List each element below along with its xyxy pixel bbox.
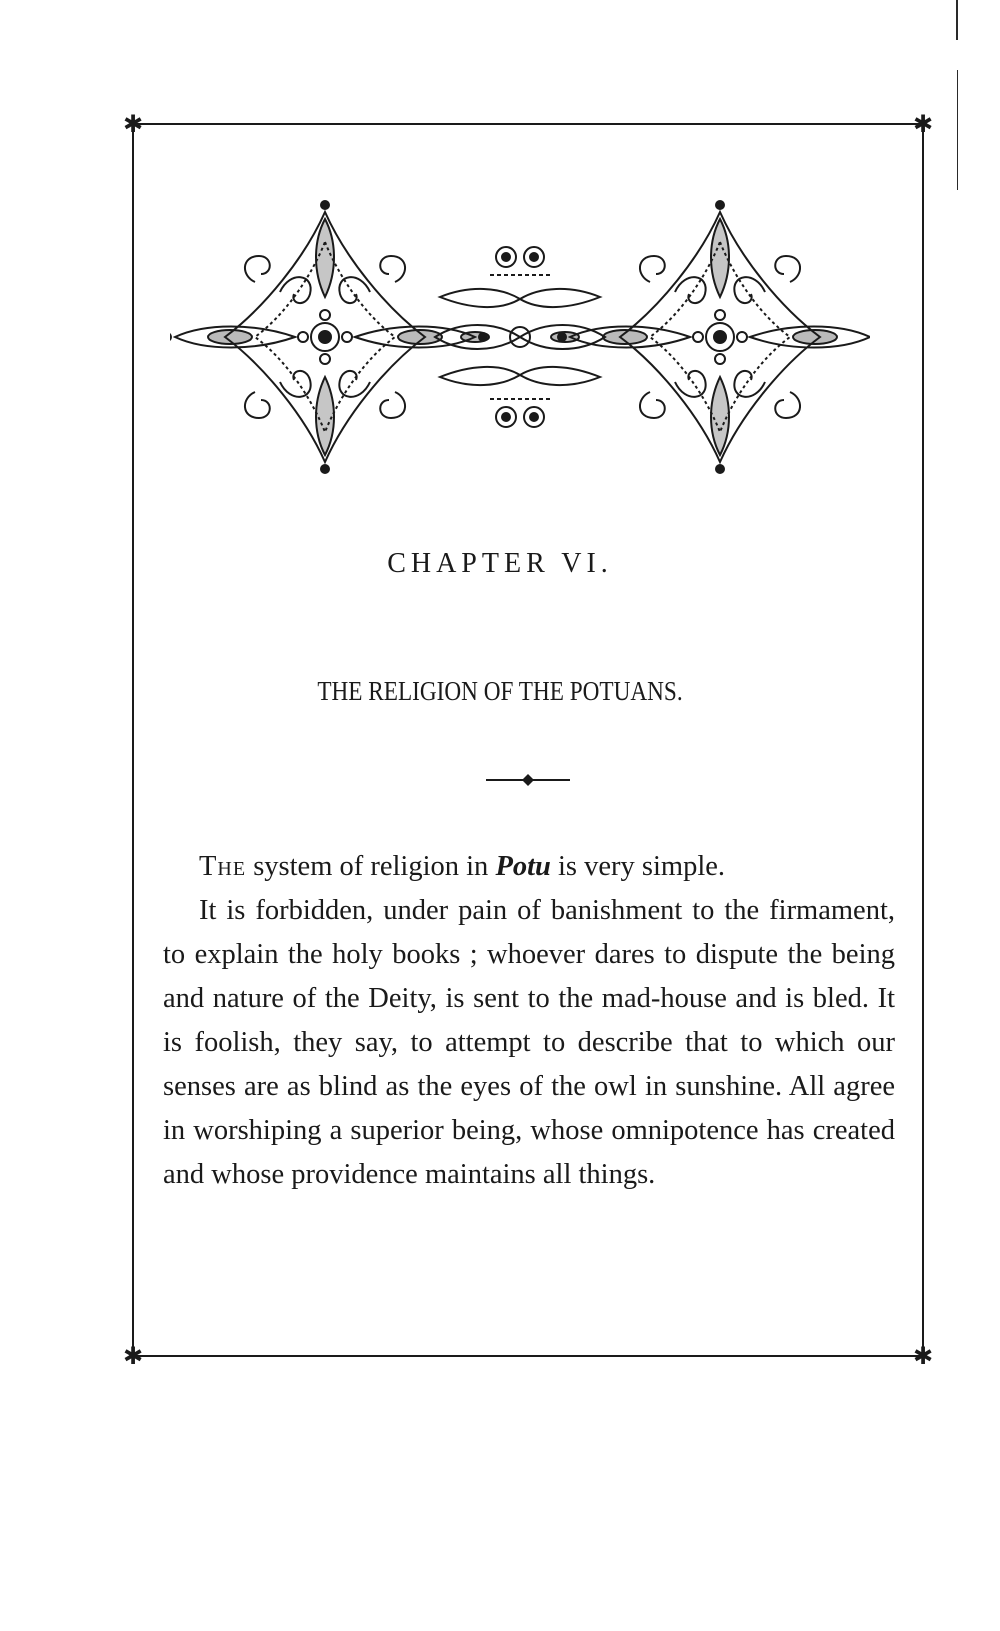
chapter-title: THE RELIGION OF THE POTUANS. [317, 676, 683, 706]
frame-top-rule [133, 123, 923, 125]
frame-bottom-rule [133, 1355, 923, 1357]
corner-star-icon: ✱ [912, 1342, 934, 1370]
corner-star-icon: ✱ [912, 110, 934, 138]
paragraph: It is forbidden, under pain of banishment to the firmament, to explain the holy books ; whoever dares to dispute the being and nature of the Deity, is sent to the mad-house and is bled. It is foolish, they say, to attempt to describe that to which our senses are as blind as the eyes of the owl in sunshine. All agree in worshiping a superior being, whose omnipotence has created and whose providence maintains all things. [163, 895, 895, 1190]
corner-star-icon: ✱ [122, 1342, 144, 1370]
scan-edge-mark [956, 0, 958, 40]
emphasized-word: Potu [495, 851, 551, 882]
scan-edge-mark [957, 70, 958, 190]
ornamental-headpiece [170, 195, 870, 480]
paragraph [163, 845, 895, 889]
body-text [163, 845, 895, 1197]
chapter-heading: CHAPTER VI. [387, 548, 613, 579]
diamond-rule-divider [486, 773, 570, 787]
corner-star-icon: ✱ [122, 110, 144, 138]
frame-right-rule [922, 123, 924, 1356]
dropcap-word: The [199, 851, 247, 882]
paragraph-text: system of religion in [246, 851, 496, 882]
frame-left-rule [132, 123, 134, 1356]
paragraph-text: is very simple. [550, 851, 726, 882]
